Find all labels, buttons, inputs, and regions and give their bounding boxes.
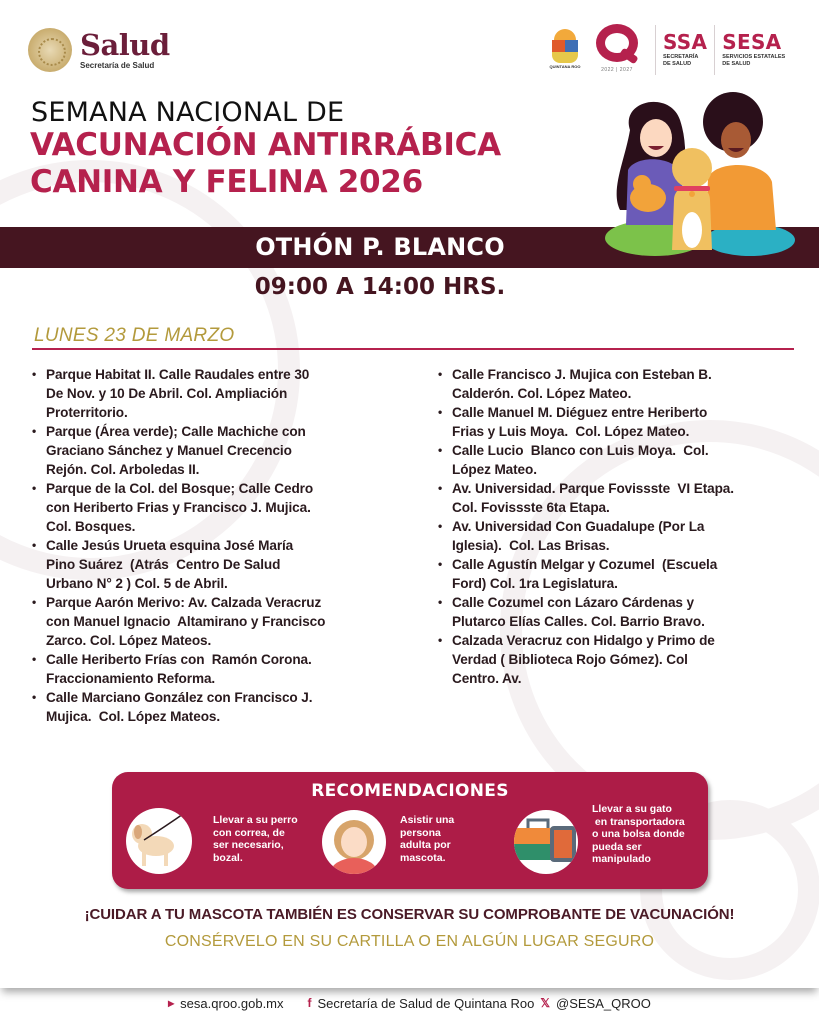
man-face	[721, 122, 751, 158]
dog-tag	[689, 191, 695, 197]
hours: 09:00 A 14:00 HRS.	[254, 274, 506, 300]
twitter-link[interactable]: @SESA_QROO	[556, 995, 651, 1011]
woman-face	[640, 119, 672, 157]
divider	[714, 25, 715, 75]
title-line-2: VACUNACIÓN ANTIRRÁBICA	[30, 127, 501, 163]
x-twitter-icon: 𝕏	[540, 996, 550, 1010]
ssa-line1: SECRETARÍA	[663, 54, 699, 60]
brand-subtitle: Secretaría de Salud	[80, 61, 155, 70]
sesa-abbr: SESA	[722, 30, 782, 54]
recommendation-text: Asistir una persona adulta por mascota.	[400, 814, 455, 864]
title-line-3: CANINA Y FELINA 2026	[30, 164, 423, 200]
dog-head	[672, 148, 712, 188]
dog-collar	[674, 186, 710, 191]
location-item: • Av. Universidad Con Guadalupe (Por La Iglesia). Col. Las Brisas.	[438, 517, 808, 555]
location-item: • Calle Jesús Urueta esquina José María Pino Suárez (Atrás Centro De Salud Urbano N° 2 ) Col. 5 de Abril.	[32, 536, 422, 593]
title-line-1: SEMANA NACIONAL DE	[31, 97, 345, 128]
salud-logo	[28, 28, 170, 72]
ssa-line2: DE SALUD	[663, 61, 692, 67]
brand-title: Salud	[80, 28, 170, 62]
location-item: • Parque (Área verde); Calle Machiche con Graciano Sánchez y Manuel Crecencio Rejón. Col. Arboledas II.	[32, 422, 422, 479]
q-years: 2022 | 2027	[601, 67, 633, 73]
partner-logos	[550, 24, 785, 76]
sesa-line2: DE SALUD	[722, 61, 751, 67]
main-message: ¡CUIDAR A TU MASCOTA TAMBIÉN ES CONSERVAR SU COMPROBANTE DE VACUNACIÓN!	[84, 906, 735, 923]
municipality: OTHÓN P. BLANCO	[255, 233, 505, 261]
location-item: • Calzada Veracruz con Hidalgo y Primo de Verdad ( Biblioteca Rojo Gómez). Col Centro. Av.	[438, 631, 808, 688]
location-item: • Calle Lucio Blanco con Luis Moya. Col. López Mateo.	[438, 441, 808, 479]
man-body	[706, 165, 776, 230]
recommendation-text: Llevar a su gato en transportadora o una bolsa donde pueda ser manipulado	[592, 803, 685, 865]
facebook-link[interactable]: Secretaría de Salud de Quintana Roo	[317, 995, 535, 1011]
location-item: • Calle Francisco J. Mujica con Esteban B. Calderón. Col. López Mateo.	[438, 365, 808, 403]
mexico-seal-icon	[28, 28, 72, 72]
locations-list-right	[438, 365, 808, 688]
sesa-line1: SERVICIOS ESTATALES	[722, 54, 786, 60]
location-item: • Av. Universidad. Parque Fovissste VI Etapa. Col. Fovissste 6ta Etapa.	[438, 479, 808, 517]
locations-list-left	[32, 365, 422, 726]
location-item: • Calle Heriberto Frías con Ramón Corona. Fraccionamiento Reforma.	[32, 650, 422, 688]
location-item: • Calle Manuel M. Diéguez entre Heriberto Frias y Luis Moya. Col. López Mateo.	[438, 403, 808, 441]
date-heading: LUNES 23 DE MARZO	[34, 325, 235, 346]
cursor-icon: ▸	[168, 996, 175, 1010]
location-item: • Parque Habitat II. Calle Raudales entre 30 De Nov. y 10 De Abril. Col. Ampliación Proterritorio.	[32, 365, 422, 422]
website-link[interactable]: sesa.qroo.gob.mx	[180, 995, 284, 1011]
location-item: • Parque de la Col. del Bosque; Calle Cedro con Heriberto Frias y Francisco J. Mujica. Col. Bosques.	[32, 479, 422, 536]
sesa-logo	[722, 32, 785, 68]
state-label: QUINTANA ROO	[549, 64, 581, 69]
date-underline	[32, 348, 794, 350]
location-item: • Calle Agustín Melgar y Cozumel (Escuela Ford) Col. 1ra Legislatura.	[438, 555, 808, 593]
dog-chest	[682, 212, 702, 248]
cat-head	[633, 175, 651, 193]
location-item: • Parque Aarón Merivo: Av. Calzada Veracruz con Manuel Ignacio Altamirano y Francisco Zarco. Col. López Mateos.	[32, 593, 422, 650]
divider	[655, 25, 656, 75]
ssa-abbr: SSA	[663, 30, 708, 54]
dog-leash-icon	[126, 808, 192, 874]
ssa-logo	[663, 32, 707, 68]
cat-carrier-icon	[514, 810, 578, 874]
footer	[0, 993, 819, 1013]
location-item: • Calle Cozumel con Lázaro Cárdenas y Plutarco Elías Calles. Col. Barrio Bravo.	[438, 593, 808, 631]
people-with-pets-illustration	[600, 90, 800, 258]
quintana-roo-shield-icon	[550, 29, 580, 71]
recommendations-panel	[112, 772, 708, 889]
sub-message: CONSÉRVELO EN SU CARTILLA O EN ALGÚN LUGAR SEGURO	[164, 933, 655, 950]
adult-person-icon	[322, 810, 386, 874]
location-item: • Calle Marciano González con Francisco J. Mujica. Col. López Mateos.	[32, 688, 422, 726]
recommendations-title: RECOMENDACIONES	[311, 781, 509, 801]
facebook-icon: f	[307, 996, 312, 1010]
q-logo-icon	[594, 24, 640, 76]
recommendation-text: Llevar a su perro con correa, de ser necesario, bozal.	[213, 814, 298, 864]
